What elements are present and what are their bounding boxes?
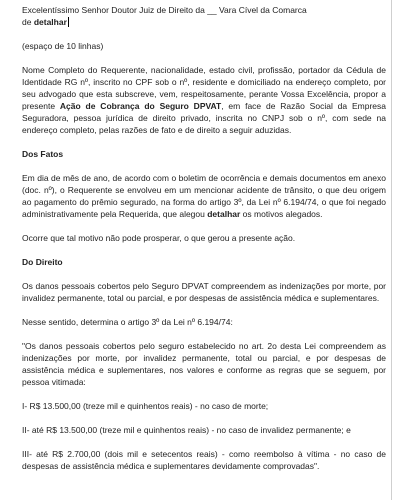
addressee-placeholder: detalhar (33, 17, 67, 27)
direito-paragraph-2: Nesse sentido, determina o artigo 3º da Lei nº 6.194/74: (22, 317, 233, 327)
fatos-text-1: Em dia de mês de ano, de acordo com o boletim de ocorrência e demais documentos em anexo (doc. nº), o Requerente se envolveu em um mencionar acidente de trânsito, o que deu origem ao pagamento do prêmio segurado, na forma do artigo 3º, da Lei nº 6.194/74, o que foi negado administrativamente pela Requerida, que alegou (22, 173, 386, 219)
addressee-line: Excelentíssimo Senhor Doutor Juiz de Direito da __ Vara Cível da Comarca (22, 5, 307, 15)
text-cursor (68, 17, 69, 27)
law-quote: "Os danos pessoais cobertos pelo seguro estabelecido no art. 2o desta Lei compreendem as indenizações por morte, por invalidez permanente, total ou parcial, e por despesas de assistência médica e suplementares, nos valores e conforme as regras que se seguem, por pessoa vitimada: (22, 341, 386, 387)
fatos-text-2: os motivos alegados. (240, 209, 323, 219)
list-item-1: I- R$ 13.500,00 (treze mil e quinhentos reais) - no caso de morte; (22, 401, 269, 411)
action-title: Ação de Cobrança do Seguro DPVAT (59, 101, 222, 111)
direito-paragraph: Os danos pessoais cobertos pelo Seguro DPVAT compreendem as indenizações por morte, por invalidez permanente, total ou parcial, e por despesas de assistência médica e suplementares. (22, 281, 386, 303)
list-item-3: III- até R$ 2.700,00 (dois mil e setecentos reais) - como reembolso à vítima - no caso de despesas de assistência médica e suplementares devidamente comprovadas". (22, 449, 386, 471)
list-item-2: II- até R$ 13.500,00 (treze mil e quinhentos reais) - no caso de invalidez permanente; e (22, 425, 351, 435)
section-heading-fatos: Dos Fatos (22, 149, 64, 159)
addressee-prefix: de (22, 17, 34, 27)
section-heading-direito: Do Direito (22, 257, 63, 267)
fatos-paragraph (22, 172, 386, 220)
intro-text-1: Nome Completo do Requerente, nacionalidade, estado civil, profissão, portador da Cédula de Identidade RG nº, inscrito no CPF sob o nº, residente e domiciliado na endereço completo, por seu advogado que esta subscreve, vem, respeitosamente, perante Vossa Excelência, propor a presente (22, 65, 386, 111)
intro-paragraph (22, 64, 386, 136)
addressee (22, 4, 386, 28)
intro-text-2: , em face de Razão Social da Empresa Seguradora, pessoa jurídica de direito privado, inscrita no CNPJ sob o nº, com sede na endereço completo, pelas razões de fato e de direito a seguir aduzidas. (22, 101, 386, 135)
spacing-note: (espaço de 10 linhas) (22, 41, 104, 51)
fatos-placeholder: detalhar (207, 209, 241, 219)
fatos-paragraph-2: Ocorre que tal motivo não pode prosperar, o que gerou a presente ação. (22, 233, 296, 243)
